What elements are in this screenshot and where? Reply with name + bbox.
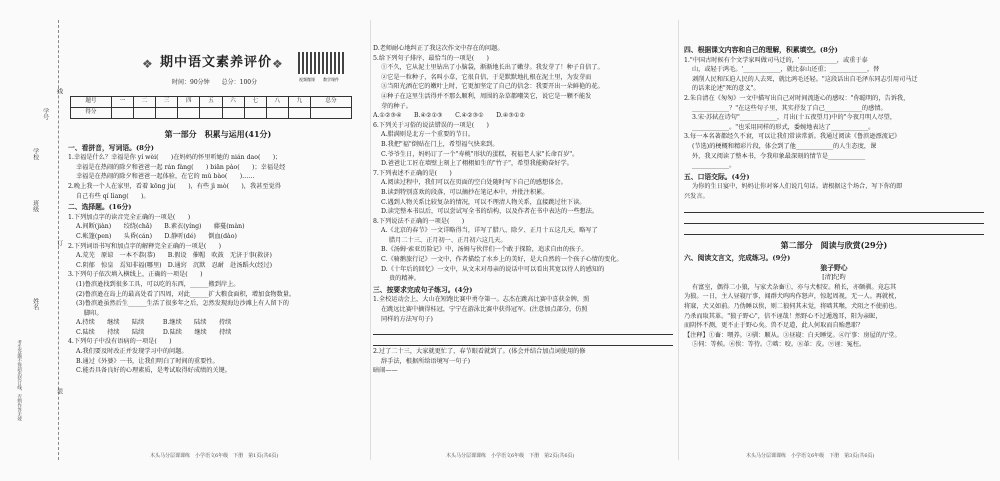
option-line: D.老师耐心地纠正了我这次作文中存在的问题。 xyxy=(373,45,504,52)
page-1-column xyxy=(68,124,368,444)
score-input[interactable] xyxy=(222,108,244,119)
option-line: A.荒芜 原谅 一本不恭(恭) B.假设 催帽 吹鼓 无济于事(救济) xyxy=(76,252,272,260)
margin-label-student-no: 学号 xyxy=(41,108,49,120)
score-input[interactable] xyxy=(266,108,288,119)
page-divider xyxy=(370,20,371,460)
question-line: (1)鲁滨逊找到很多工具，可以吃的东西，______搬到岸上。 xyxy=(76,280,240,288)
option-line: C.《骑鹅旅行记》一文中，作者描绘了水乡上的美好，是大自然的一个孩子心情的变化。 xyxy=(381,256,623,264)
question-line: 的话来论述"死的意义"。 xyxy=(692,85,760,93)
question-line: (2)鲁滨逊在岛上的最高处看了四周，对此______扩大粮食面积，增加食物数量。 xyxy=(76,290,296,298)
answer-line[interactable] xyxy=(684,225,984,235)
question-line: 5.给下列句子排序，最恰当的一项是( ) xyxy=(373,54,489,62)
answer-line[interactable] xyxy=(373,336,673,346)
title-ornament-right: ❖ xyxy=(272,57,283,71)
option-line: A.间断(jiàn) 绞绕(chǎ) B.素衣(yíng) 藤蔓(màn) xyxy=(76,223,245,231)
question-line: 剥削人民和压迫人民的人去死，就比鸿毛还轻。"这段话出自毛泽东同志引用司马迁 xyxy=(692,75,918,83)
passage-line: 乃杀而取其革。"狼子野心"，信不诬哉！然野心不过遁逸耳，阳为亲昵， xyxy=(684,312,882,320)
question-line: 辞手法，根据所给语境写一句子) xyxy=(381,357,471,365)
score-input[interactable] xyxy=(156,108,178,119)
question-line: 芽的种子。 xyxy=(381,102,412,110)
score-cell: 得分 xyxy=(71,108,112,119)
score-cell: 二 xyxy=(134,97,156,108)
option-line: B.读到特别喜欢的段落，可以摘抄在笔记本中，并批注积累。 xyxy=(381,188,549,196)
margin-mark-line: 线 xyxy=(55,88,63,94)
option-line: C.阴郁 惊皇 焉知非福(哪里) D.通窍 沉默 忍耐 赴汤蹈火(经过) xyxy=(76,261,273,269)
question-line: 同样的方法写句子) xyxy=(381,315,433,323)
option-line: C.遇到人物关系比较复杂的情况，可以不理清人物关系，直接跳过往下读。 xyxy=(381,198,586,206)
score-input[interactable] xyxy=(134,108,156,119)
question-line: 1.全校运动会上，大山在短跑比赛中勇夺第一。志杰在跳高比赛中喜获金牌，照 xyxy=(373,296,590,304)
score-cell: 一 xyxy=(111,97,133,108)
option-line: C.陆续 持续 陆续 D.陆续 继续 持续 xyxy=(76,328,232,336)
score-table-header-row xyxy=(71,97,352,108)
question-line: 8.下列说法不正确的一项是( ) xyxy=(373,217,465,225)
option-line: D.《十年后的回忆》一文中，从文末对母亲的说话中可以看出其宽以待人的感知的 xyxy=(381,265,605,273)
margin-mark-staple: 装 xyxy=(55,388,63,394)
option-line: C.能否具备良好的心理素质，是考试取得好成绩的关键。 xyxy=(76,367,231,375)
option-line: B.通过《外婆》一书，让我们明白了时间的重要性。 xyxy=(76,357,219,365)
page-2-column xyxy=(373,44,673,444)
exam-meta: 时间：90分钟 总分：100分 xyxy=(172,79,258,86)
question-line: ①不久，它从泥土里钻出了小脑袋，渐渐地长出了嫩芽。我发芽了！种子自信了。 xyxy=(381,64,604,72)
question-line: ④种子在这里生活得并不那么顺利，周围的杂草都嘲笑它，说它是一颗不能发 xyxy=(381,92,592,100)
note-line: ⑤伺：等候。⑥俟：等待。⑦啮：咬。⑧革：皮。⑨诬：冤枉。 xyxy=(692,341,866,349)
question-line: 为你的生日宴中，妈妈让你对客人们说几句话。请根据这个场合，写下你的即 xyxy=(692,183,903,191)
question-line: 自己有些 qí lìang( )。 xyxy=(76,192,150,200)
question-line: 外，我又阅读了整本书，令我印象最深刻的情节是____________ xyxy=(692,152,866,160)
score-table xyxy=(70,96,352,119)
passage-line: 将寐，犬又如前。乃伪睡以俟，则二狼伺其未觉，将啮其喉，犬阻之不使前也。 xyxy=(684,303,901,311)
option-line: 腊月二十三、正月初一、正月初六这几天。 xyxy=(389,236,507,244)
option-line: D.爸爸让工匠在墙壁上刻上了栩栩如生的"竹子"，希望我能勤奋好学。 xyxy=(381,160,573,168)
section-heading: 三、按要求完成句子练习。(4分) xyxy=(373,285,473,294)
score-input[interactable] xyxy=(244,108,266,119)
score-input[interactable] xyxy=(111,108,133,119)
question-line: 幸福是在热闹的除夕和爸爸一起体验，在它的 mǔ bào( )…… xyxy=(76,173,255,181)
margin-mark-bind: 订 xyxy=(55,240,63,246)
question-line: ③当阳光洒在它的嫩叶上时，它更加坚定了自己的信念：我要开出一朵鲜艳的花。 xyxy=(381,83,604,91)
section-heading: 六、阅读文言文，完成练习。(9分) xyxy=(684,254,791,263)
question-line: 兴发言。 xyxy=(684,192,709,200)
question-line: (3)鲁滨逊虽然后生______生活了很多年之后，怎然发现海边沙滩上有人留下的 xyxy=(76,300,289,308)
passage-line: 为狼。一日，主人昼寝厅事，闻群犬呜呜作怒声，惊起周视，无一人。再就枕， xyxy=(684,293,901,301)
option-line: 贵的精神。 xyxy=(389,275,420,283)
score-cell: 五 xyxy=(200,97,222,108)
question-line: (节选)的梗概和精彩片段，体会到了他____________的人生态度，课 xyxy=(692,142,877,150)
page-title: 期中语文素养评价 xyxy=(160,55,273,70)
question-line: 山，或轻于鸿毛。'____________，就比泰山还重；____________，替 xyxy=(692,66,880,74)
question-line: ____________？"在这些句子里，其实抒发了自己____________的感情。 xyxy=(692,104,887,112)
page-footer: 木头马分层课课练 小学语文6年级 下册 第3页(共6页) xyxy=(746,453,875,459)
score-cell: 四 xyxy=(178,97,200,108)
question-line: 2.下列词语书写和加点字的解释完全正确的一项是( ) xyxy=(68,242,222,250)
question-line: 脚印。 xyxy=(84,309,103,317)
part-heading: 第二部分 阅读与欣赏(29分) xyxy=(780,239,888,250)
score-input[interactable] xyxy=(311,108,352,119)
score-input[interactable] xyxy=(200,108,222,119)
margin-notice: 考生答题不得超出装订线，否则作答无效 xyxy=(16,340,22,421)
page-3-column xyxy=(684,44,984,444)
question-line: ②它是一粒种子，名叫小草，它很自信，于是默默地扎根在泥土里，为发芽而 xyxy=(381,73,592,81)
qr-code-video xyxy=(298,52,320,74)
section-heading: 四、根据课文内容和自己的理解，积累填空。(8分) xyxy=(684,46,838,54)
margin-label-class: 班级 xyxy=(31,200,39,212)
note-line: 【注释】①畜：喂养。②驯：顺从。③昼寝：白天睡觉。④厅事：房屋的厅堂。 xyxy=(684,331,901,339)
question-line: 2.过了二十三，大家就更忙了，春节眼看就到了。(体会并结合加点词使用的修 xyxy=(373,348,586,356)
question-line: 1.幸福是什么？幸福是你 yí wèi( )在妈妈的怀里听她的 nián dao( )； xyxy=(68,154,282,162)
passage-title: 狼子野心 xyxy=(820,263,848,272)
score-cell: 九 xyxy=(288,97,310,108)
question-line: 1.下列加点字的读音完全正确的一项是( ) xyxy=(68,213,191,221)
option-line: B.我把"福"倒贴在门上，希望福气快来到。 xyxy=(381,140,499,148)
title-ornament-left: ❖ xyxy=(142,57,153,71)
score-cell: 总分 xyxy=(311,97,352,108)
score-input[interactable] xyxy=(178,108,200,119)
option-line: A.①②③④ B.④②①③ C.④②③① D.④③①② xyxy=(373,112,526,120)
question-line: 3.下列句子依次填入横线上，正确的一项是( ) xyxy=(68,271,203,279)
section-heading: 五、口语交际。(4分) xyxy=(684,172,750,181)
option-line: B.《汤姆·索亚历险记》中，汤姆与伙伴们一个敢于探险，追求自由的孩子。 xyxy=(381,246,588,254)
option-line: A.我们要及时改正并发现学习中的问题。 xyxy=(76,348,188,356)
answer-prompt: 暗闹—— xyxy=(373,367,398,375)
passage-author: [清]纪昀 xyxy=(822,274,846,282)
option-line: C.爷爷生日，妈妈订了一个"寿桃"形状的蛋糕，祝福老人家"长命百岁"。 xyxy=(381,150,579,158)
question-line: 4.下列句子中没有语病的一项是( ) xyxy=(68,338,172,346)
question-line: 2.朱自清在《匆匆》一文中描写出自己对时间流逝心的感叹："你聪明的，告诉我， xyxy=(684,94,910,102)
answer-line[interactable] xyxy=(684,203,984,213)
question-line: ____________。"也采用同样的形式，委婉地表达了____________。 xyxy=(692,123,875,131)
section-heading: 二、选择题。(16分) xyxy=(68,203,132,212)
question-line: 3.宋·苏轼在诗句"____________，月出(十五夜望月)中的"今夜月明人尽望， xyxy=(692,114,897,122)
option-line: C.帐篷(pen) 头昏(cán) D.静听(dé) 倒血(dào) xyxy=(76,232,237,240)
score-cell: 八 xyxy=(266,97,288,108)
question-line: 1."中国古时候有个文学家叫做司马迁的，'____________，或重于泰 xyxy=(684,56,868,64)
question-line: 6.下列关于习俗的说法错误的一项是( ) xyxy=(373,121,489,129)
passage-line: 而阴怀不测，更不止于野心矣。兽不足道，此人何取而自贻患耶？ xyxy=(684,322,864,330)
qr-label-courseware: 教学课件 xyxy=(323,77,339,82)
score-cell: 三 xyxy=(156,97,178,108)
page-footer: 木头马分层课课练 小学语文6年级 下册 第2页(共6页) xyxy=(446,453,575,459)
option-line: A.腊满则是北方一个重要的节日。 xyxy=(381,131,475,139)
margin-label-school: 学校 xyxy=(31,148,39,160)
score-input[interactable] xyxy=(288,108,310,119)
margin-label-name: 姓名 xyxy=(31,298,39,310)
question-line: 在跳远比赛中摘得桂冠，宁宁在游泳比赛中获得冠军。(注意加点部分，仿照 xyxy=(381,306,588,314)
question-line: 2.晚上我一个人在家里，看着 kōng jù( )，有些 jì mò( )，我甚至觉得 xyxy=(68,182,281,190)
question-line: 幸福是在热闹的除夕和爸爸一起 rán fàng( ) biān pào( )；幸福是经 xyxy=(76,163,286,171)
page-footer: 木头马分层课课练 小学语文6年级 下册 第1页(共6页) xyxy=(150,453,279,459)
passage-line: 有富室，偶得二小狼，与家犬杂畜①，亦与犬相安。稍长，亦颇驯。竟忘其 xyxy=(692,283,897,291)
score-cell: 题号 xyxy=(71,97,112,108)
option-line: D.读完整本书以后，可以尝试写全书的结构，以及作者在书中表达的一些想法。 xyxy=(381,208,599,216)
page-divider xyxy=(678,20,679,460)
option-line: A.持续 继续 陆续 B.继续 陆续 持续 xyxy=(76,319,232,327)
answer-line[interactable] xyxy=(684,214,984,224)
option-line: A.《北京的春节》一文详略得当，详写了腊八、除夕、正月十五这几天，略写了 xyxy=(381,227,598,235)
answer-line[interactable] xyxy=(373,325,673,335)
question-line: 7.下列表述不正确的是( ) xyxy=(373,169,452,177)
section-heading: 一、看拼音，写词语。(8分) xyxy=(68,143,154,152)
score-cell: 七 xyxy=(244,97,266,108)
score-cell: 六 xyxy=(222,97,244,108)
question-line: 3.每一本名著都经久不衰，可以让我们常读常新。我通过阅读《鲁滨逊漂流记》 xyxy=(684,133,901,141)
score-table-score-row xyxy=(71,108,352,119)
part-heading: 第一部分 积累与运用(41分) xyxy=(164,129,272,139)
question-line: ____________。 xyxy=(692,162,736,170)
qr-label-video: 视频微课 xyxy=(299,77,315,82)
option-line: A.阅读过程中，我们可以在页面的空白处随时写下自己的感想体会。 xyxy=(381,179,567,187)
qr-code-courseware xyxy=(322,52,344,74)
